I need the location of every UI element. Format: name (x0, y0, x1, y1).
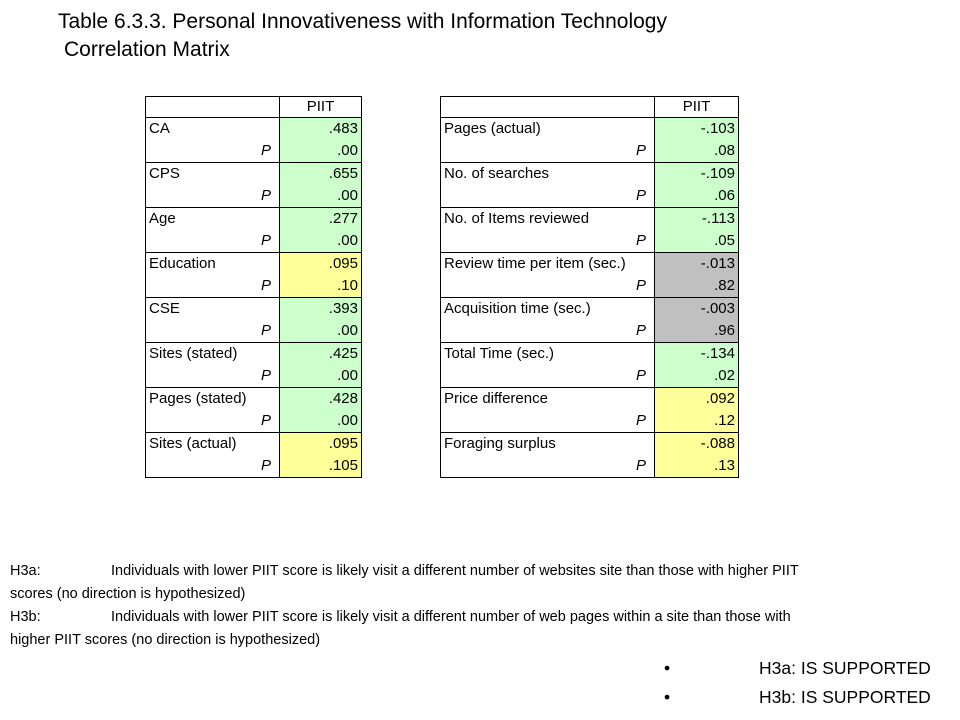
left-row-3-p (146, 275, 362, 298)
left-p-value: .10 (280, 275, 362, 298)
left-p-label: P (146, 185, 280, 208)
left-correlation-value: .425 (280, 343, 362, 366)
result-h3b (664, 684, 954, 710)
left-variable-label: Education (146, 253, 280, 276)
left-correlation-value: .277 (280, 208, 362, 231)
bullet-icon: • (664, 658, 671, 678)
left-p-value: .105 (280, 455, 362, 478)
right-p-label: P (441, 140, 655, 163)
h3b-tag: H3b: (10, 609, 41, 625)
left-p-value: .00 (280, 320, 362, 343)
right-p-label: P (441, 365, 655, 388)
right-row-4-p (441, 320, 739, 343)
right-header-blank (441, 97, 655, 118)
right-correlation-value: -.003 (655, 298, 739, 321)
left-variable-label: CA (146, 118, 280, 141)
left-p-label: P (146, 320, 280, 343)
left-row-2-p (146, 230, 362, 253)
right-row-6-r (441, 388, 739, 411)
left-p-value: .00 (280, 140, 362, 163)
right-row-5-r (441, 343, 739, 366)
right-row-0-p (441, 140, 739, 163)
right-row-3-r (441, 253, 739, 276)
h3b-text-2: higher PIIT scores (no direction is hypothesized) (10, 632, 321, 648)
left-correlation-value: .428 (280, 388, 362, 411)
bullet-icon: • (664, 687, 671, 707)
right-row-0-r (441, 118, 739, 141)
right-variable-label: No. of Items reviewed (441, 208, 655, 231)
right-correlation-table (440, 96, 739, 478)
right-p-value: .05 (655, 230, 739, 253)
left-row-3-r (146, 253, 362, 276)
right-variable-label: No. of searches (441, 163, 655, 186)
title-line-1: Table 6.3.3. Personal Innovativeness with Information Technology (58, 10, 667, 33)
left-correlation-value: .095 (280, 433, 362, 456)
left-p-label: P (146, 410, 280, 433)
h3b-line-1 (10, 606, 945, 629)
right-header-row (441, 97, 739, 118)
result-h3a-text: H3a: IS SUPPORTED (759, 658, 931, 678)
left-p-value: .00 (280, 230, 362, 253)
left-variable-label: Sites (stated) (146, 343, 280, 366)
right-correlation-value: -.088 (655, 433, 739, 456)
right-p-value: .96 (655, 320, 739, 343)
left-p-value: .00 (280, 410, 362, 433)
left-row-7-p (146, 455, 362, 478)
left-p-value: .00 (280, 185, 362, 208)
table-title (58, 8, 667, 64)
right-variable-label: Total Time (sec.) (441, 343, 655, 366)
left-row-1-p (146, 185, 362, 208)
right-p-value: .06 (655, 185, 739, 208)
left-row-0-p (146, 140, 362, 163)
left-p-label: P (146, 230, 280, 253)
right-variable-label: Acquisition time (sec.) (441, 298, 655, 321)
left-row-1-r (146, 163, 362, 186)
h3b-text-1: Individuals with lower PIIT score is likely visit a different number of web pages within a site than those with (111, 609, 791, 625)
right-correlation-value: -.013 (655, 253, 739, 276)
right-variable-label: Pages (actual) (441, 118, 655, 141)
right-p-label: P (441, 410, 655, 433)
right-correlation-value: -.134 (655, 343, 739, 366)
right-row-2-p (441, 230, 739, 253)
left-p-value: .00 (280, 365, 362, 388)
left-header-row (146, 97, 362, 118)
right-p-label: P (441, 320, 655, 343)
right-row-3-p (441, 275, 739, 298)
left-row-0-r (146, 118, 362, 141)
hypotheses-text (10, 560, 945, 652)
right-p-label: P (441, 230, 655, 253)
right-p-value: .13 (655, 455, 739, 478)
right-p-value: .02 (655, 365, 739, 388)
h3a-line-1 (10, 560, 945, 583)
left-correlation-value: .393 (280, 298, 362, 321)
right-correlation-value: .092 (655, 388, 739, 411)
right-variable-label: Price difference (441, 388, 655, 411)
h3a-text-1: Individuals with lower PIIT score is likely visit a different number of websites site than those with higher PIIT (111, 563, 799, 579)
left-correlation-value: .095 (280, 253, 362, 276)
result-h3b-text: H3b: IS SUPPORTED (759, 687, 931, 707)
h3a-tag: H3a: (10, 563, 41, 579)
left-p-label: P (146, 140, 280, 163)
right-row-2-r (441, 208, 739, 231)
right-row-7-r (441, 433, 739, 456)
left-row-6-r (146, 388, 362, 411)
right-row-6-p (441, 410, 739, 433)
result-h3a (664, 655, 954, 681)
right-correlation-value: -.103 (655, 118, 739, 141)
right-p-label: P (441, 275, 655, 298)
left-p-label: P (146, 275, 280, 298)
right-p-value: .08 (655, 140, 739, 163)
right-header-piit: PIIT (655, 97, 739, 118)
left-row-2-r (146, 208, 362, 231)
left-row-7-r (146, 433, 362, 456)
right-variable-label: Foraging surplus (441, 433, 655, 456)
right-p-label: P (441, 185, 655, 208)
right-correlation-value: -.113 (655, 208, 739, 231)
left-variable-label: Age (146, 208, 280, 231)
right-row-1-r (441, 163, 739, 186)
title-line-2: Correlation Matrix (64, 38, 230, 61)
left-row-5-r (146, 343, 362, 366)
left-p-label: P (146, 365, 280, 388)
right-p-value: .82 (655, 275, 739, 298)
left-row-4-r (146, 298, 362, 321)
left-p-label: P (146, 455, 280, 478)
left-correlation-value: .483 (280, 118, 362, 141)
right-row-1-p (441, 185, 739, 208)
right-table-body (441, 97, 739, 478)
left-correlation-table (145, 96, 362, 478)
left-variable-label: CPS (146, 163, 280, 186)
right-row-4-r (441, 298, 739, 321)
right-correlation-value: -.109 (655, 163, 739, 186)
left-row-6-p (146, 410, 362, 433)
right-row-7-p (441, 455, 739, 478)
right-p-value: .12 (655, 410, 739, 433)
left-row-5-p (146, 365, 362, 388)
right-p-label: P (441, 455, 655, 478)
left-variable-label: Sites (actual) (146, 433, 280, 456)
left-variable-label: Pages (stated) (146, 388, 280, 411)
left-row-4-p (146, 320, 362, 343)
left-correlation-value: .655 (280, 163, 362, 186)
left-table-body (146, 97, 362, 478)
left-header-piit: PIIT (280, 97, 362, 118)
right-variable-label: Review time per item (sec.) (441, 253, 655, 276)
left-variable-label: CSE (146, 298, 280, 321)
left-header-blank (146, 97, 280, 118)
h3a-text-2: scores (no direction is hypothesized) (10, 586, 246, 602)
right-row-5-p (441, 365, 739, 388)
